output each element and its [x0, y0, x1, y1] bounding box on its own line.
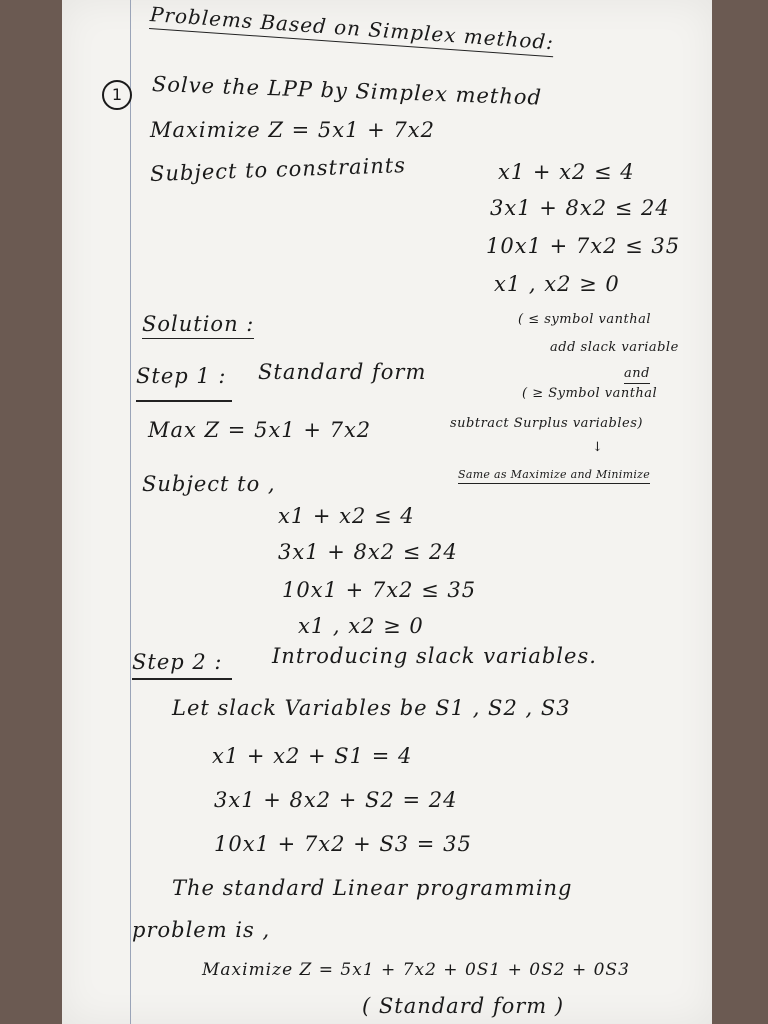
step2-let-line: Let slack Variables be S1 , S2 , S3 [172, 696, 571, 720]
problem-number: 1 [102, 80, 132, 110]
step1-constraint-4: x1 , x2 ≥ 0 [298, 614, 424, 638]
step2-equation-2: 3x1 + 8x2 + S2 = 24 [214, 788, 458, 812]
problem-statement: Solve the LPP by Simplex method [151, 72, 543, 110]
margin-line [130, 0, 131, 1024]
step1-constraint-2: 3x1 + 8x2 ≤ 24 [278, 540, 458, 564]
side-note-and: and [624, 366, 650, 384]
problem-constraint-1: x1 + x2 ≤ 4 [498, 160, 635, 184]
step1-title: Standard form [258, 360, 427, 384]
final-note: ( Standard form ) [362, 994, 565, 1018]
step1-label: Step 1 : [136, 364, 227, 388]
conclusion-line-1: The standard Linear programming [172, 876, 573, 900]
step1-constraint-1: x1 + x2 ≤ 4 [278, 504, 415, 528]
page-title: Problems Based on Simplex method: [149, 2, 555, 57]
final-objective: Maximize Z = 5x1 + 7x2 + 0S1 + 0S2 + 0S3 [202, 960, 630, 980]
step2-label: Step 2 : [132, 650, 223, 674]
side-note-line-4: subtract Surplus variables) [450, 416, 643, 431]
step1-constraint-3: 10x1 + 7x2 ≤ 35 [282, 578, 477, 602]
step2-title: Introducing slack variables. [272, 644, 597, 668]
step1-subject: Subject to , [142, 472, 276, 496]
side-note-line-2: add slack variable [550, 340, 679, 355]
step1-objective: Max Z = 5x1 + 7x2 [148, 418, 372, 442]
problem-constraint-4: x1 , x2 ≥ 0 [494, 272, 620, 296]
step2-underline [132, 678, 232, 680]
solution-heading: Solution : [142, 312, 254, 339]
step1-underline [136, 400, 232, 402]
side-note-line-5: Same as Maximize and Minimize [458, 468, 650, 484]
problem-objective: Maximize Z = 5x1 + 7x2 [150, 118, 435, 142]
notebook-page [62, 0, 712, 1024]
side-note-line-1: ( ≤ symbol vanthal [518, 312, 651, 327]
step2-equation-1: x1 + x2 + S1 = 4 [212, 744, 413, 768]
conclusion-line-2: problem is , [132, 918, 271, 942]
subject-to-label: Subject to constraints [149, 153, 407, 186]
down-arrow-icon: ↓ [592, 440, 604, 455]
problem-constraint-2: 3x1 + 8x2 ≤ 24 [490, 196, 670, 220]
problem-constraint-3: 10x1 + 7x2 ≤ 35 [486, 234, 681, 258]
step2-equation-3: 10x1 + 7x2 + S3 = 35 [214, 832, 472, 856]
side-note-line-3: ( ≥ Symbol vanthal [522, 386, 658, 401]
